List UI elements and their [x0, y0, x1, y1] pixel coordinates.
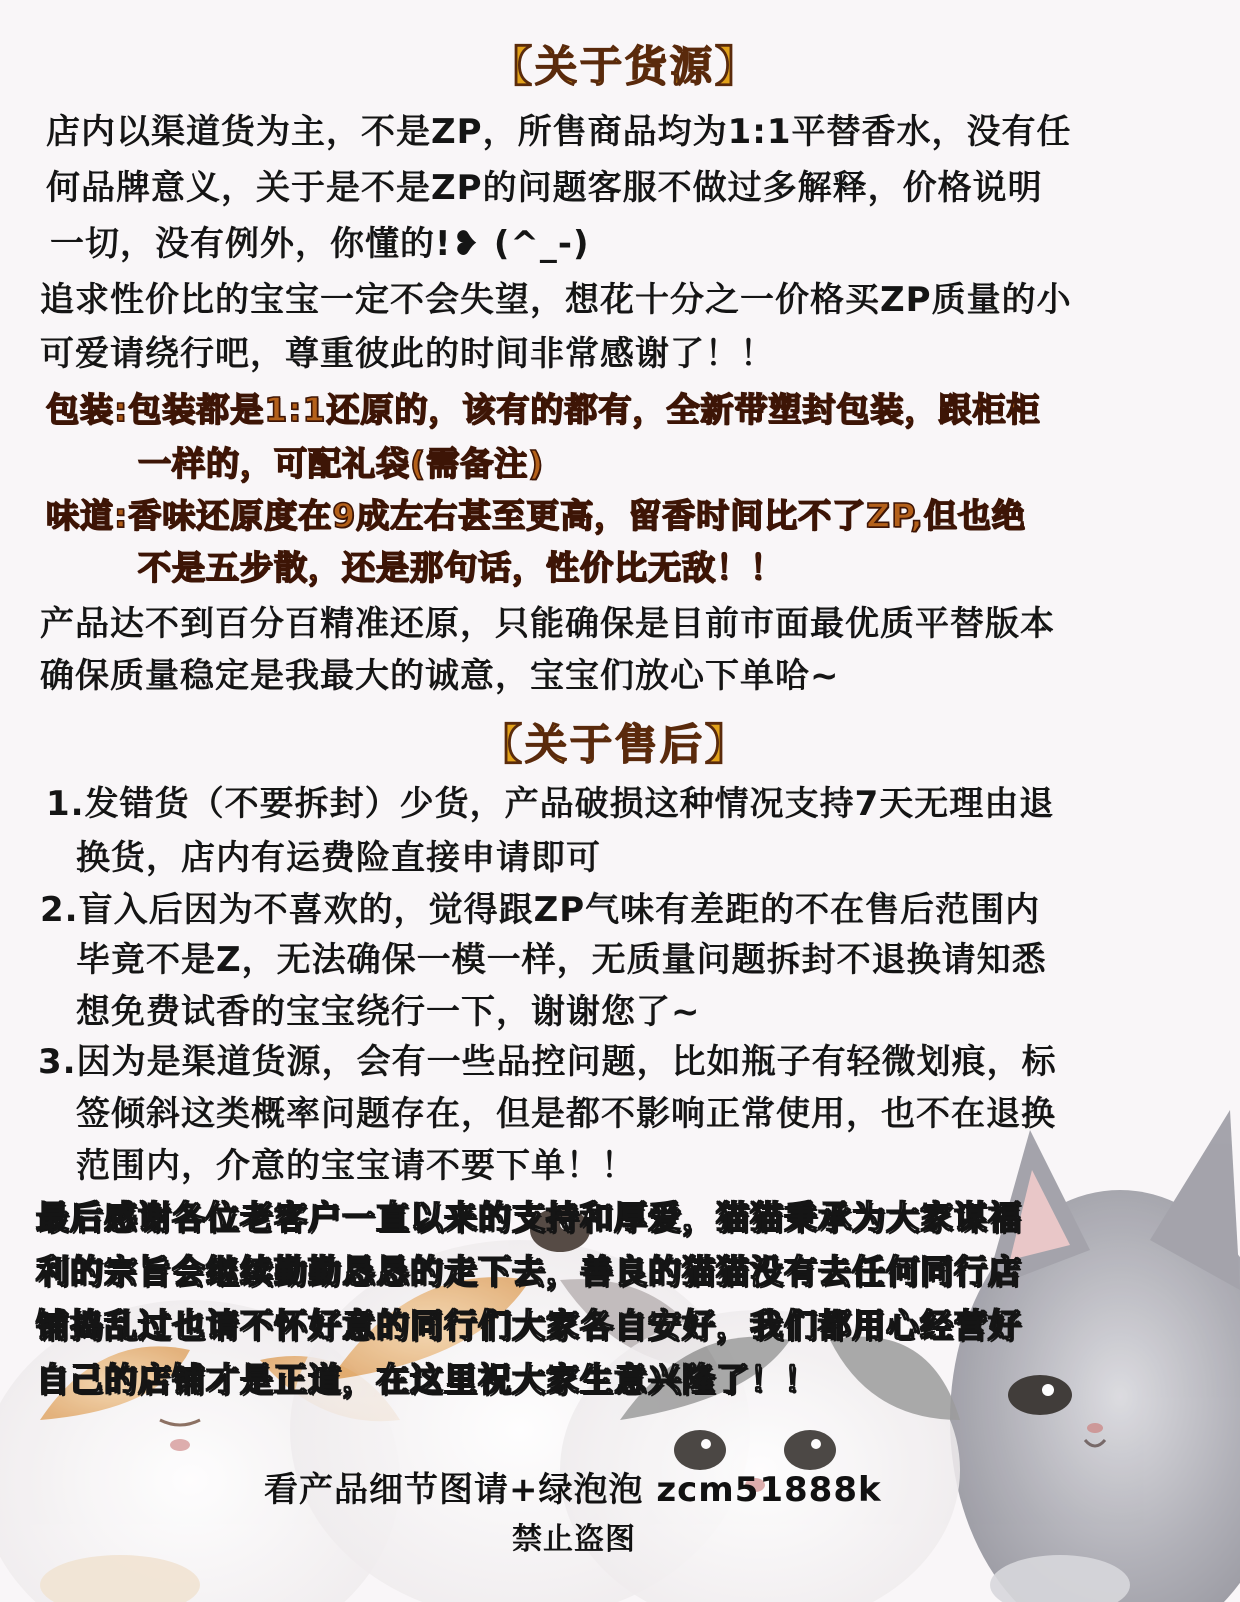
closing-line: 产品达不到百分百精准还原，只能确保是目前市面最优质平替版本	[40, 604, 1055, 644]
source-line: 店内以渠道货为主，不是ZP，所售商品均为1:1平替香水，没有任	[46, 112, 1072, 152]
aftersale-item-2: 2.盲入后因为不喜欢的，觉得跟ZP气味有差距的不在售后范围内	[40, 890, 1041, 930]
source-line: 何品牌意义，关于是不是ZP的问题客服不做过多解释，价格说明	[46, 168, 1043, 208]
gray-cat	[950, 1110, 1240, 1602]
aftersale-item-3: 范围内，介意的宝宝请不要下单！！	[76, 1146, 636, 1186]
aftersale-item-1: 1.发错货（不要拆封）少货，产品破损这种情况支持7天无理由退	[46, 784, 1055, 824]
thanks-line: 自己的店铺才是正道，在这里祝大家生意兴隆了！！	[36, 1360, 818, 1399]
no-theft-notice: 禁止盗图	[512, 1522, 636, 1557]
thanks-line: 利的宗旨会继续勤勤恳恳的走下去，善良的猫猫没有去任何同行店	[36, 1252, 1022, 1291]
packaging-line: 一样的，可配礼袋(需备注)	[138, 444, 545, 483]
closing-line: 确保质量稳定是我最大的诚意，宝宝们放心下单哈~	[40, 656, 840, 696]
source-line: 追求性价比的宝宝一定不会失望，想花十分之一价格买ZP质量的小	[40, 280, 1072, 320]
aftersale-item-3: 3.因为是渠道货源，会有一些品控问题，比如瓶子有轻微划痕，标	[38, 1042, 1057, 1082]
packaging-line: 包装:包装都是1:1还原的，该有的都有，全新带塑封包装，跟柜柜	[46, 390, 1041, 429]
aftersale-item-1: 换货，店内有运费险直接申请即可	[76, 838, 601, 878]
aftersale-item-2: 毕竟不是Z，无法确保一模一样，无质量问题拆封不退换请知悉	[76, 940, 1047, 980]
aftersale-item-3: 签倾斜这类概率问题存在，但是都不影响正常使用，也不在退换	[76, 1094, 1056, 1134]
aftersale-item-2: 想免费试香的宝宝绕行一下，谢谢您了~	[76, 992, 701, 1032]
source-section-title: 【关于货源】	[490, 42, 761, 91]
source-line: 可爱请绕行吧，尊重彼此的时间非常感谢了！！	[40, 334, 775, 374]
contact-note: 看产品细节图请+绿泡泡 zcm51888k	[264, 1470, 882, 1510]
source-line: 一切，没有例外，你懂的!❥ (^_-)	[50, 224, 590, 264]
scent-line: 不是五步散，还是那句话，性价比无敌！！	[138, 548, 784, 587]
scent-line: 味道:香味还原度在9成左右甚至更高，留香时间比不了ZP,但也绝	[46, 496, 1026, 535]
aftersale-section-title: 【关于售后】	[480, 720, 751, 769]
thanks-line: 铺捣乱过也请不怀好意的同行们大家各自安好，我们都用心经营好	[36, 1306, 1022, 1345]
thanks-line: 最后感谢各位老客户一直以来的支持和厚爱，猫猫秉承为大家谋福	[36, 1198, 1022, 1237]
